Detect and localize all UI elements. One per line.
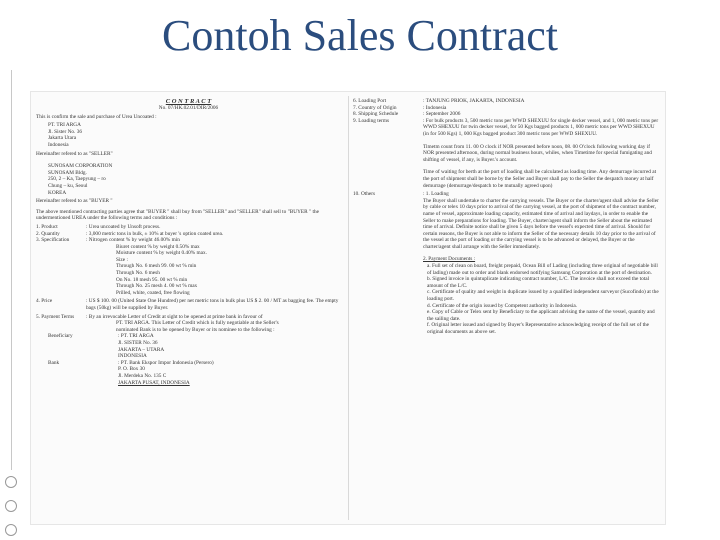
column-separator xyxy=(348,96,349,520)
term-row xyxy=(353,111,659,118)
seller-address-line: PT. TRI ARGA xyxy=(48,122,81,129)
term-row xyxy=(36,231,341,238)
term-label: 1. Product xyxy=(36,223,58,230)
loading-paragraph: The Buyer shall undertake to charter the carrying vessels. The Buyer or the charter/agent shall advise the Seller by cable or telex 10 days prior to arrival of the carrying vessel, at the port of shipment of the contract number, name of vessel, approximate loading capacity, estimated time of arrival and laydays, in order to enable the Seller to make preparations for loading. The Buyer, charter/agent shall inform the Seller about the estimated time of arrival. Definite notice shall be given 5 days before the vessel's expected time of arrival. Should for certain reasons, the Buyer is not able to inform the Seller of the necessary details 10 day prior to the arrival of the vessel at the port of loading or the carrying vessel is to be advanced or delayed, the Buyer or the charter/agent shall arrange with the Seller immediately. xyxy=(423,197,659,250)
agreement-paragraph: The above mentioned contracting parties agree that "BUYER " shall buy from "SELLER" and "SELLER" shall sell to "BUYER " the undermentioned UREA under the following terms and conditions : xyxy=(36,208,319,222)
payment-documents-list xyxy=(353,263,659,336)
term-label: 3. Specification xyxy=(36,237,70,244)
term-row xyxy=(36,224,341,231)
rail-line xyxy=(11,70,12,470)
seller-address xyxy=(36,122,341,148)
payment-value: : By an irrevocable Letter of Credit at sight to be opened at prime bank in favour of xyxy=(86,313,263,320)
term-row xyxy=(353,98,659,105)
slide-rail xyxy=(4,70,20,540)
document-item: d. Certificate of the origin issued by Competent authority in Indonesia. xyxy=(427,302,578,309)
seller-address-line: Jakarta Utara xyxy=(48,135,77,142)
demurrage-paragraph: Time of waiting for berth at the port of loading shall be calculated as loading time. Any demurrage incurred at the port of shipment shall be borne by the Seller and Buyer shall pay to the Seller the despatch money at half demurrage (demurrage/despatch to be mutually agreed upon) xyxy=(423,169,657,189)
contract-number: No. 07/HK.02.01/DIR/2006 xyxy=(158,105,219,111)
contract-heading: C O N T R A C T xyxy=(165,98,212,105)
term-row xyxy=(353,105,659,112)
beneficiary-line: Jl. SISTER No. 36 xyxy=(118,340,158,346)
payment-detail-line: PT. TRI ARGA. This Letter of Credit which is fully negotiable at the Seller's xyxy=(116,320,279,327)
term-row xyxy=(36,237,341,244)
seller-address-line: Indonesia xyxy=(48,141,69,148)
payment-documents-title: 2. Payment Documents : xyxy=(423,256,476,263)
buyer-address-line: SUNOSAM Bldg. xyxy=(48,169,87,176)
beneficiary-line: INDONESIA xyxy=(118,353,147,360)
document-item: b. Signed invoice in quintuplicate indicating contract number, L/C. The invoice shall not exceed the total amount of the L/C. xyxy=(427,276,650,289)
term-value: : Nitrogen content % by weight 46.00% min xyxy=(86,237,180,244)
spec-line: Through No. 6 mesh xyxy=(116,270,160,277)
spec-line: Through No. 25 mesh 4. 00 wt % max xyxy=(116,283,198,290)
spec-line: On No. 18 mesh 95. 00 wt % min xyxy=(116,276,188,283)
terms-list xyxy=(36,224,341,244)
spec-line: Moisture content % by weight 0.40% max. xyxy=(116,250,207,257)
buyer-address-line: KOREA xyxy=(48,189,67,196)
beneficiary-line: : PT. TRI ARGA xyxy=(118,333,154,340)
term-value: : September 2006 xyxy=(423,111,461,118)
term-value: : Urea uncoated by Unsoft process. xyxy=(86,223,161,230)
spec-line: Prilled, white, coated, free flowing xyxy=(116,289,190,296)
buyer-address-line: 250, 2 – Ka, Taepyung – ro xyxy=(48,176,106,183)
term-label: 2. Quantity xyxy=(36,230,60,237)
payment-details xyxy=(36,320,341,333)
buyer-address-line: SUNOSAM CORPORATION xyxy=(48,163,113,170)
term-label: 9. Loading terms xyxy=(353,117,390,124)
bank-line: Jl. Merdeka No. 135 C xyxy=(118,372,167,379)
spec-line: Through No. 6 mesh 99. 00 wt % min xyxy=(116,263,197,270)
contract-intro: This is confirm the sale and purchase of Urea Uncoated : xyxy=(36,113,157,120)
document-item: a. Full set of clean on board, freight prepaid, Ocean Bill of Lading (including three original of negotiable bill of lading) made out to order and blank endorsed notifying Samsung Corporation at the port of destination. xyxy=(427,263,658,276)
term-label: 6. Loading Port xyxy=(353,98,387,104)
buyer-reference: Hereinafter refered to as "BUYER " xyxy=(36,198,113,205)
term-row xyxy=(353,118,659,138)
specification-list xyxy=(36,244,341,297)
document-item: f. Original letter issued and signed by Buyer's Representative acknowledging receipt of the full set of the original documents as above set. xyxy=(427,322,650,335)
buyer-address-line: Chung – ku, Seoul xyxy=(48,182,88,189)
others-row xyxy=(353,191,659,198)
beneficiary-label: Beneficiary xyxy=(48,333,73,340)
contract-left-column xyxy=(36,98,341,386)
others-value: : 1. Loading xyxy=(423,191,449,198)
beneficiary-lines xyxy=(118,333,341,359)
bank-lines xyxy=(118,360,341,386)
term-label: 7. Country of Origin xyxy=(353,104,397,111)
price-value: : US $ 100. 00 (United State One Hundred) per net metric tons in bulk plus US $ 2. 00 / MT as bagging fee. The empty bags (50kg) will be supplied by Buyer. xyxy=(86,298,339,312)
beneficiary-line: JAKARTA – UTARA xyxy=(118,346,165,353)
laytime-paragraph: Timetm count from 11. 00 O clock if NOR presented before noon, 08. 00 O'clock following working day if NOR presented afternoon, during normal business hours, whiles, when Timetime for special fumigating and shifting of vessel, if any, is Buyer.'s account. xyxy=(423,143,652,163)
term-value: : TANJUNG PRIOK, JAKARTA, INDONESIA xyxy=(423,98,525,104)
bank-line: : PT. Bank Ekspor Impor Indonesia (Persero) xyxy=(118,359,214,366)
contract-right-column xyxy=(353,98,659,336)
spec-line: Biuret content % by weight 0.50% max xyxy=(116,243,200,250)
price-label: 4. Price xyxy=(36,298,53,305)
term-value: : Indonesia xyxy=(423,104,447,111)
term-label: 8. Shipping Schedule xyxy=(353,111,399,118)
document-item: c. Certificate of quality and weight in duplicate issued by a qualified independent surveyor (Sucofindo) at the loading port. xyxy=(427,289,659,303)
rail-dot-top xyxy=(5,476,17,488)
bank-row xyxy=(36,360,341,386)
bank-line: P. O. Box 30 xyxy=(118,366,145,373)
seller-address-line: Jl. Sister No. 36 xyxy=(48,128,82,135)
buyer-address xyxy=(36,163,341,196)
bank-line: JAKARTA PUSAT, INDONESIA xyxy=(118,379,190,386)
contract-document xyxy=(30,91,666,525)
others-label: 10. Others xyxy=(353,191,376,198)
payment-label: 5. Payment Terms xyxy=(36,313,75,320)
rail-dot-bottom xyxy=(5,524,17,536)
rail-dot-middle xyxy=(5,500,17,512)
payment-detail-line: nominated Bank is to be opened by Buyer or its nominee to the following : xyxy=(116,326,275,333)
spec-line: Size : xyxy=(116,256,128,263)
slide-title: Contoh Sales Contract xyxy=(162,11,558,60)
bank-label: Bank xyxy=(48,359,60,366)
seller-reference: Hereinafter refered to as "SELLER" xyxy=(36,150,113,157)
beneficiary-row xyxy=(36,333,341,359)
price-row xyxy=(36,298,341,311)
document-item: e. Copy of Cable or Telex sent by Beneficiary to the applicant advising the name of the vessel, quantity and the sailing date. xyxy=(427,309,655,322)
term-value: : For bulk products 3, 500 metric tons per WWD SHEXUU for single decker vessel, and 1, 000 metric tons per WWD SHEXUU for twin decker vessel, for 50 Kgs bagged products 1, 000 metric tons per WWD SHEXUU (in for 500 Kgs) 1, 000 Kgs bagged product 300 metric tons per WWD SHEXUU. xyxy=(423,117,659,137)
term-value: : 3,000 metric tons in bulk, ± 10% at buyer 's option coated urea. xyxy=(86,230,224,237)
